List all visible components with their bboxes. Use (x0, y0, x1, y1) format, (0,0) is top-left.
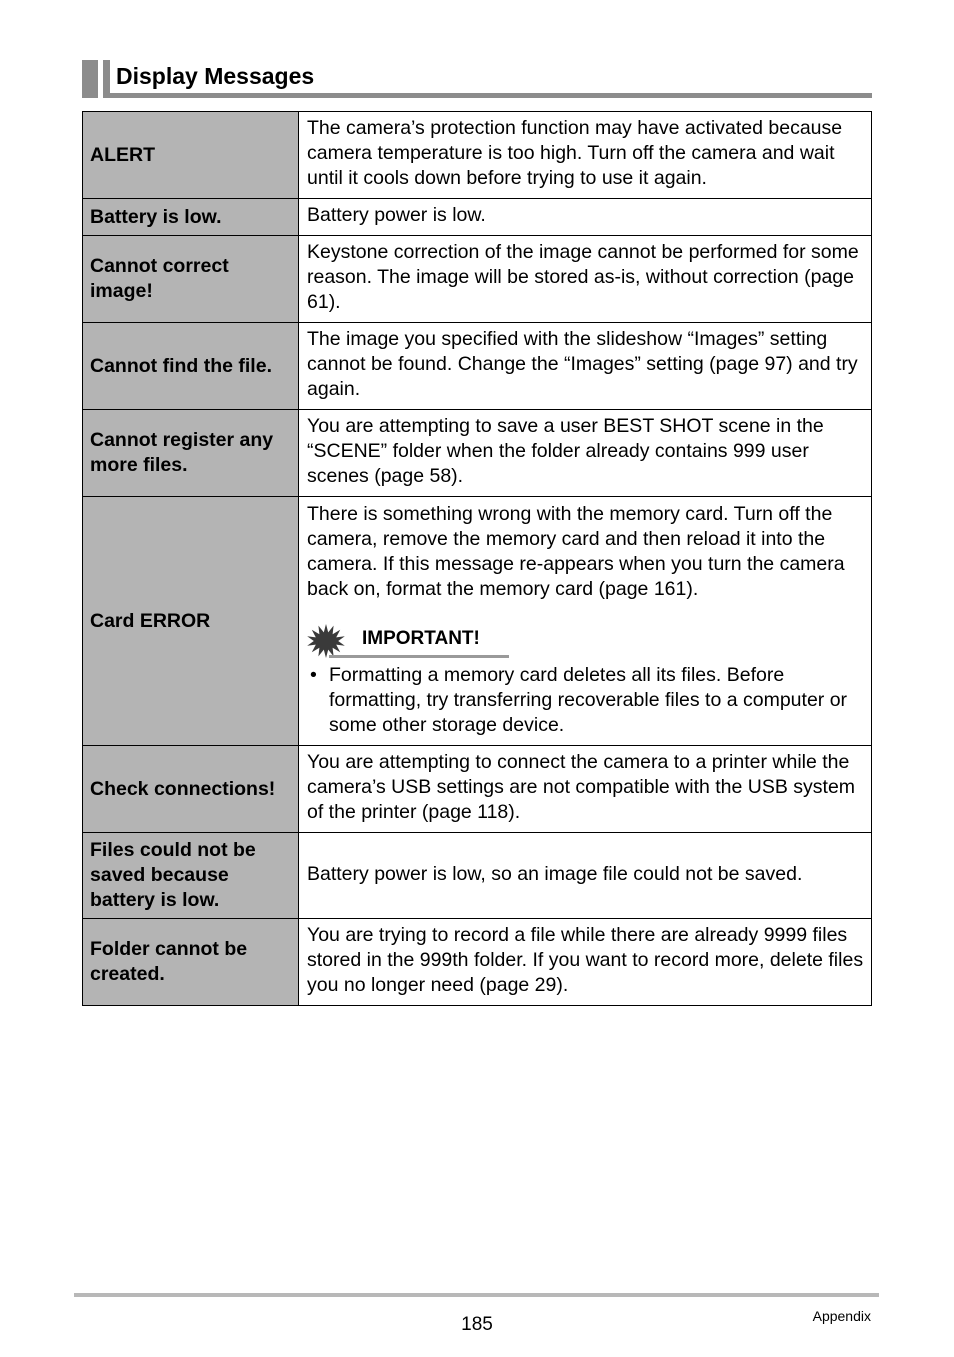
message-description: Keystone correction of the image cannot be performed for some reason. The image will be stored as-is, without correction (page 61). (299, 236, 872, 323)
message-description: The image you specified with the slideshow “Images” setting cannot be found. Change the “Images” setting (page 97) and try again. (299, 323, 872, 410)
important-label: IMPORTANT! (362, 627, 480, 649)
message-description-block (299, 497, 872, 746)
page-title: Display Messages (116, 63, 315, 89)
heading-bar-marker (82, 60, 98, 98)
bullet-marker: • (310, 663, 317, 686)
message-term: Battery is low. (83, 199, 299, 236)
message-description: You are attempting to save a user BEST SHOT scene in the “SCENE” folder when the folder already contains 999 user scenes (page 58). (299, 410, 872, 497)
messages-table (82, 111, 872, 1006)
table-row (83, 236, 872, 323)
page-number: 185 (461, 1314, 493, 1335)
message-description: You are attempting to connect the camera to a printer while the camera’s USB settings are not compatible with the USB system of the printer (page 118). (299, 746, 872, 833)
section-heading (82, 60, 872, 98)
important-rule (329, 655, 509, 658)
message-term: Files could not be saved because battery is low. (83, 833, 299, 919)
table-row (83, 112, 872, 199)
message-term: Cannot register any more files. (83, 410, 299, 497)
message-description: There is something wrong with the memory card. Turn off the camera, remove the memory card and then reload it into the camera. If this message re-appears when you turn the camera back on, format the memory card (page 161). (307, 502, 845, 600)
table-row (83, 199, 872, 236)
table-row (83, 497, 872, 746)
message-term: Cannot find the file. (83, 323, 299, 410)
message-term: ALERT (83, 112, 299, 199)
starburst-icon (307, 624, 345, 658)
important-note-heading (307, 624, 509, 658)
list-item (307, 663, 864, 738)
message-term: Check connections! (83, 746, 299, 833)
heading-underline (103, 93, 872, 98)
message-term: Card ERROR (83, 497, 299, 746)
footer-divider (74, 1293, 879, 1297)
message-description: You are trying to record a file while there are already 9999 files stored in the 999th folder. If you want to record more, delete files you no longer need (page 29). (299, 919, 872, 1006)
message-term: Cannot correct image! (83, 236, 299, 323)
message-description: Battery power is low, so an image file could not be saved. (299, 833, 872, 919)
table-row (83, 323, 872, 410)
footer-section-label: Appendix (812, 1308, 871, 1324)
table-row (83, 919, 872, 1006)
important-note-text: Formatting a memory card deletes all its files. Before formatting, try transferring recoverable files to a computer or some other storage device. (329, 663, 848, 736)
table-row (83, 410, 872, 497)
table-row (83, 833, 872, 919)
message-description: The camera’s protection function may have activated because camera temperature is too high. Turn off the camera and wait until it cools down before trying to use it again. (299, 112, 872, 199)
message-description: Battery power is low. (299, 199, 872, 236)
table-row (83, 746, 872, 833)
message-term: Folder cannot be created. (83, 919, 299, 1006)
